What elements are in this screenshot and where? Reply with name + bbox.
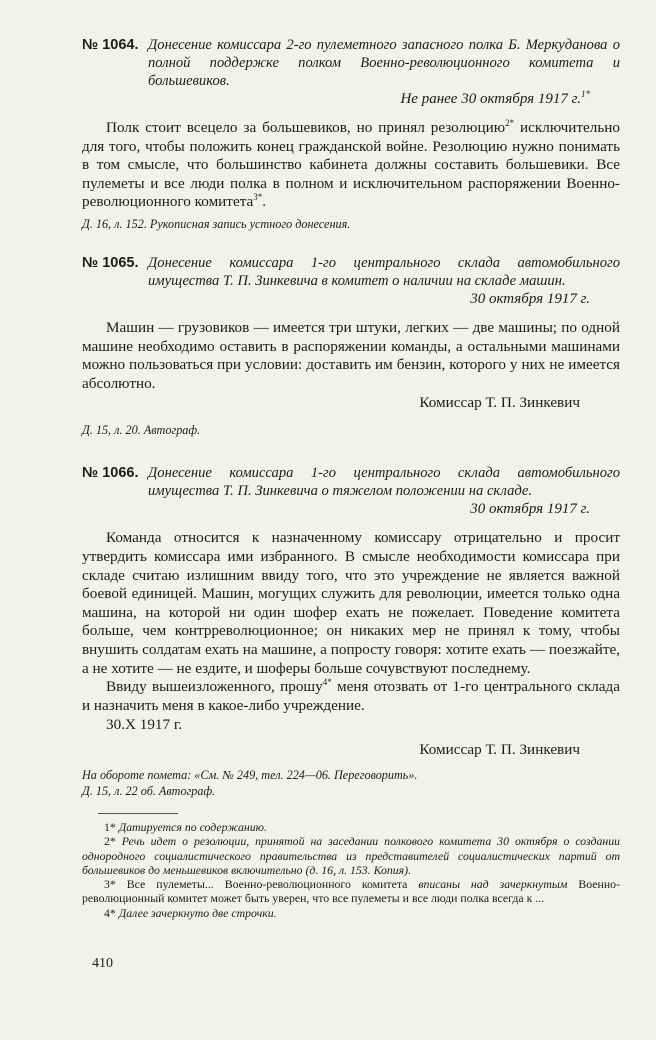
document-date: 30 октября 1917 г. [470,290,590,307]
document-number: № 1065. [82,254,139,271]
footnote [82,877,620,905]
signature: Комиссар Т. П. Зинкевич [419,394,580,412]
body-paragraph: Команда относится к назначенному комиссару отрицательно и просит утвердить комиссара ими избранного. В смысле необходимости комиссара при складе считаю излишним ввиду того, что это учреждение не является важной боевой единицей. Машин, могущих служить для революции, имеется только одна машина, на которой ни один шофер ехать не пожелает. Поведение комитета больше, чем контрреволюционное; он никаких мер не принял к тому, чтобы внушить солдатам ехать на машине, а попросту говоря: хотите ехать — поезжайте, а не хотите — не ездите, и шоферы больше сочувствуют последнему. [82,529,620,677]
page-number: 410 [92,956,113,971]
footnote-ref: 3* [253,192,263,203]
footnote-mark: 3* [104,877,116,892]
footnote-text: Военно-революционный комитет может быть уверен, что все пулеметы и все люди полка всегда к ... [82,877,620,906]
document-heading: Донесение комиссара 1-го центрального склада автомобильного имущества Т. П. Зинкевича в комитет о наличии на складе машин. [148,254,620,289]
footnote-text: Далее зачеркнуто две строчки. [118,905,277,920]
footnote [82,906,620,920]
footnote [82,820,620,834]
signature: Комиссар Т. П. Зинкевич [419,741,580,759]
archive-source: Д. 15, л. 20. Автограф. [82,423,201,438]
letter-date: 30.X 1917 г. [106,716,183,734]
footnote-ref: 2* [505,117,515,128]
footnote-text: Речь идет о резолюции, принятой на заседании полкового комитета 30 октября о создании однородного социалистического правительства из представителей социалистических партий от большевиков до меньшевиков включительно (д. 16, л. 153. Копия). [82,834,620,877]
footnote-divider [98,813,178,814]
body-text: Полк стоит всецело за большевиков, но принял резолюцию [106,119,506,136]
reverse-note: На обороте помета: «См. № 249, тел. 224—06. Переговорить». [82,768,418,783]
footnote-ref: 1* [581,89,590,99]
document-1065 [82,254,620,438]
document-date [82,90,620,109]
date-text: Не ранее 30 октября 1917 г. [400,91,581,107]
document-heading: Донесение комиссара 2-го пулеметного запасного полка Б. Меркуданова о полной поддержке полком Военно-революционного комитета и большевиков. [148,37,620,89]
document-1066 [82,464,620,799]
body-paragraph [82,119,620,212]
document-number: № 1066. [82,465,139,482]
document-body [82,529,620,715]
footnote-mark: 1* [104,820,116,835]
document-body [82,119,620,212]
body-text: меня отозвать от 1-го центрального склада и назначить меня в какое-либо учреждение. [82,678,620,714]
footnote-text: вписаны над зачеркнутым [418,877,568,892]
body-paragraph [82,678,620,715]
document-number: № 1064. [82,37,139,53]
body-paragraph: Машин — грузовиков — имеется три штуки, легких — две машины; по одной машине необходимо оставить в распоряжении команды, а остальными машинами можно пользоваться при условии: доставить им бензин, которого у них не имеется абсолютно. [82,318,620,392]
footnote-ref: 4* [322,677,332,688]
footnote-mark: 2* [104,834,116,849]
body-text: . [262,193,267,211]
page [82,36,620,920]
archive-source: Д. 16, л. 152. Рукописная запись устного донесения. [82,216,351,231]
footnote-text: Все пулеметы... Военно-революционного комитета [126,877,419,892]
document-heading: Донесение комиссара 1-го центрального склада автомобильного имущества Т. П. Зинкевича о тяжелом положении на складе. [148,465,620,500]
document-body [82,319,620,393]
footnote [82,834,620,877]
footnote-text: Датируется по содержанию. [118,820,267,835]
footnotes [82,813,620,919]
document-1064 [82,36,620,232]
document-date: 30 октября 1917 г. [470,501,590,518]
body-text: исключительно для того, чтобы положить конец гражданской войне. Резолюцию нужно понимать в том смысле, что большинство кабинета должны составить большевики. Все пулеметы и все люди полка в полном и исключительном распоряжении Военно-революционного комитета [82,119,620,211]
footnote-mark: 4* [104,905,116,920]
body-text: Ввиду вышеизложенного, прошу [106,678,323,696]
archive-source: Д. 15, л. 22 об. Автограф. [82,784,216,799]
